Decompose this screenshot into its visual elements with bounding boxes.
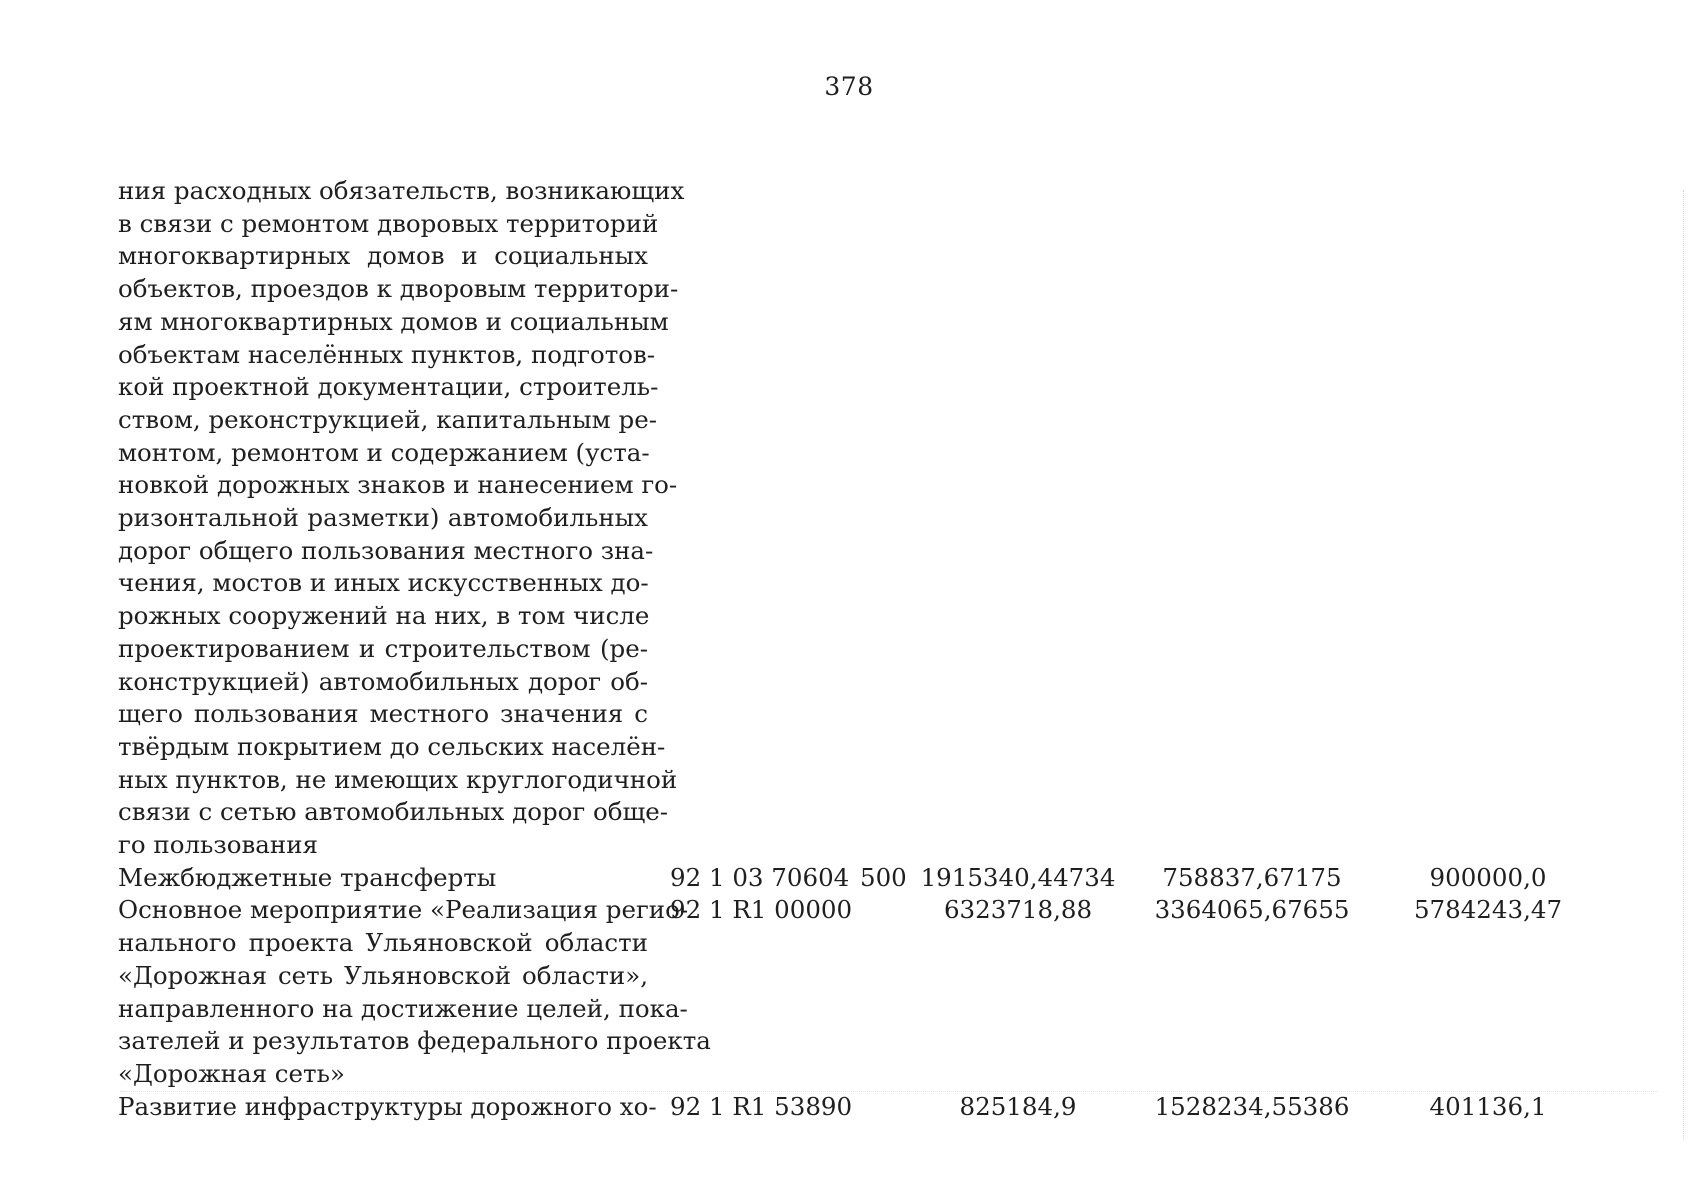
description-line: новкой дорожных знаков и нанесением го-	[118, 470, 678, 500]
expense-type-code: 500	[860, 862, 907, 892]
description-line: направленного на достижение целей, пока-	[118, 993, 688, 1023]
scan-edge-artifact	[1681, 190, 1684, 1140]
description-line: щего пользования местного значения с	[118, 699, 648, 729]
description-line: Основное мероприятие «Реализация регио-	[118, 895, 689, 925]
description-line: Межбюджетные трансферты	[118, 862, 497, 892]
table-row	[118, 1091, 1598, 1124]
scan-bottom-artifact	[120, 1090, 1658, 1092]
budget-table	[118, 175, 1598, 1123]
description-line: ризонтальной разметки) автомобильных	[118, 503, 648, 533]
table-row	[118, 862, 1598, 895]
description-line: чения, мостов и иных искусственных до-	[118, 568, 649, 598]
description-line: ям многоквартирных домов и социальным	[118, 306, 669, 336]
description-line: многоквартирных домов и социальных	[118, 241, 648, 271]
target-article-code: 92 1 03 70604	[670, 862, 850, 892]
description-line: «Дорожная сеть Ульяновской области»,	[118, 960, 648, 990]
amount-year-2: 3364065,67655	[1154, 895, 1350, 925]
description-line: ством, реконструкцией, капитальным ре-	[118, 404, 657, 434]
description-line: ния расходных обязательств, возникающих	[118, 176, 685, 205]
description-line: проектированием и строительством (ре-	[118, 633, 648, 663]
description-line: «Дорожная сеть»	[118, 1058, 345, 1088]
description-line: конструкцией) автомобильных дорог об-	[118, 666, 648, 696]
description-line: связи с сетью автомобильных дорог обще-	[118, 797, 669, 827]
amount-year-3: 900000,0	[1429, 862, 1547, 892]
description-line: объектам населённых пунктов, подготов-	[118, 339, 656, 369]
target-article-code: 92 1 R1 00000	[670, 895, 853, 925]
amount-year-2: 1528234,55386	[1154, 1091, 1350, 1121]
row-description	[118, 175, 685, 862]
description-line: кой проектной документации, строитель-	[118, 372, 659, 402]
row-description	[118, 1091, 657, 1124]
description-line: ных пунктов, не имеющих круглогодичной	[118, 764, 678, 794]
description-line: твёрдым покрытием до сельских населён-	[118, 731, 666, 761]
amount-year-3: 5784243,47	[1413, 895, 1563, 925]
target-article-code: 92 1 R1 53890	[670, 1091, 853, 1121]
description-line: Развитие инфраструктуры дорожного хо-	[118, 1091, 657, 1121]
description-line: в связи с ремонтом дворовых территорий	[118, 208, 659, 238]
description-line: объектов, проездов к дворовым территори-	[118, 274, 679, 304]
description-line: го пользования	[118, 830, 318, 860]
page-number: 378	[824, 72, 874, 101]
description-line: нального проекта Ульяновской области	[118, 928, 648, 958]
description-line: рожных сооружений на них, в том числе	[118, 601, 650, 631]
amount-year-1: 825184,9	[959, 1091, 1077, 1121]
amount-year-1: 6323718,88	[943, 895, 1093, 925]
description-line: зателей и результатов федерального проекта	[118, 1026, 711, 1056]
table-row	[118, 894, 1598, 1090]
table-row	[118, 175, 1598, 862]
amount-year-1: 1915340,44734	[920, 862, 1116, 892]
row-description	[118, 894, 711, 1090]
amount-year-2: 758837,67175	[1162, 862, 1342, 892]
row-description	[118, 862, 648, 895]
amount-year-3: 401136,1	[1429, 1091, 1547, 1121]
description-line: монтом, ремонтом и содержанием (уста-	[118, 437, 650, 467]
description-line: дорог общего пользования местного зна-	[118, 535, 654, 565]
